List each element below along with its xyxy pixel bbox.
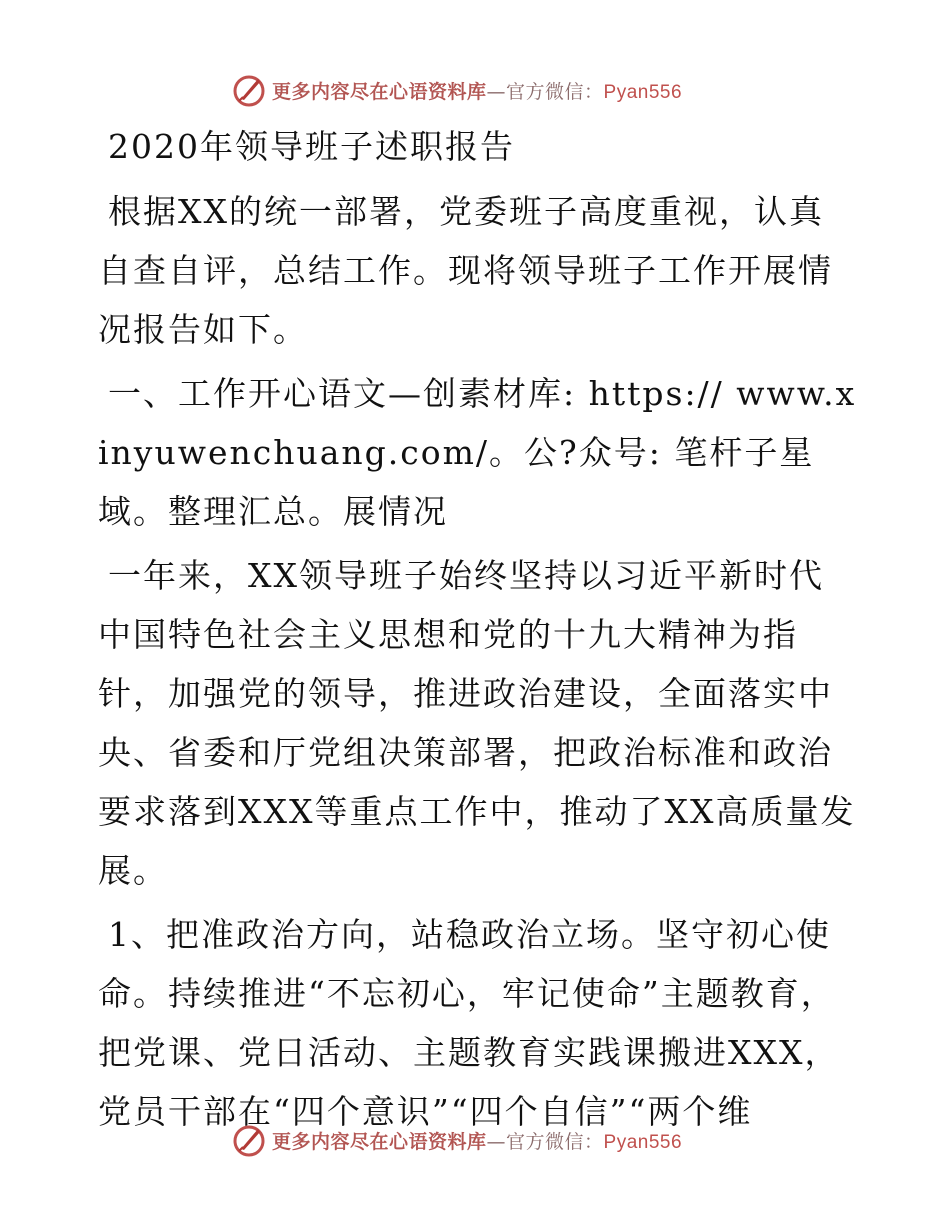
banner-wechat-id: Pyan556 <box>603 81 683 103</box>
paragraph: 一、工作开心语文—创素材库: https:// www.xinyuwenchuang.com/。公?众号: 笔杆子星域。整理汇总。展情况 <box>98 374 857 531</box>
quill-logo-icon <box>232 1123 266 1157</box>
banner-wechat-label: 官方微信： <box>506 1130 604 1153</box>
banner-brand: 更多内容尽在心语资料库 <box>272 1130 487 1153</box>
banner-separator: — <box>486 80 507 103</box>
banner-text <box>272 1127 682 1154</box>
header-banner <box>232 72 682 108</box>
banner-text <box>272 77 682 104</box>
paragraph: 1、把准政治方向，站稳政治立场。坚守初心使命。持续推进“不忘初心，牢记使命”主题教育，把党课、党日活动、主题教育实践课搬进XXX，党员干部在“四个意识”“四个自信”“两个维 <box>98 915 840 1131</box>
footer-banner <box>232 1122 682 1158</box>
banner-wechat-label: 官方微信： <box>506 80 604 103</box>
document-title: 2020年领导班子述职报告 <box>108 127 515 166</box>
banner-brand: 更多内容尽在心语资料库 <box>272 80 487 103</box>
paragraph: 根据XX的统一部署，党委班子高度重视，认真自查自评，总结工作。现将领导班子工作开展情况报告如下。 <box>98 192 833 349</box>
banner-wechat-id: Pyan556 <box>603 1131 683 1153</box>
paragraph: 一年来，XX领导班子始终坚持以习近平新时代中国特色社会主义思想和党的十九大精神为指针，加强党的领导，推进政治建设，全面落实中央、省委和厅党组决策部署，把政治标准和政治要求落到XXX等重点工作中，推动了XX高质量发展。 <box>98 556 856 890</box>
banner-separator: — <box>486 1130 507 1153</box>
document-body <box>98 122 858 1146</box>
quill-logo-icon <box>232 73 266 107</box>
